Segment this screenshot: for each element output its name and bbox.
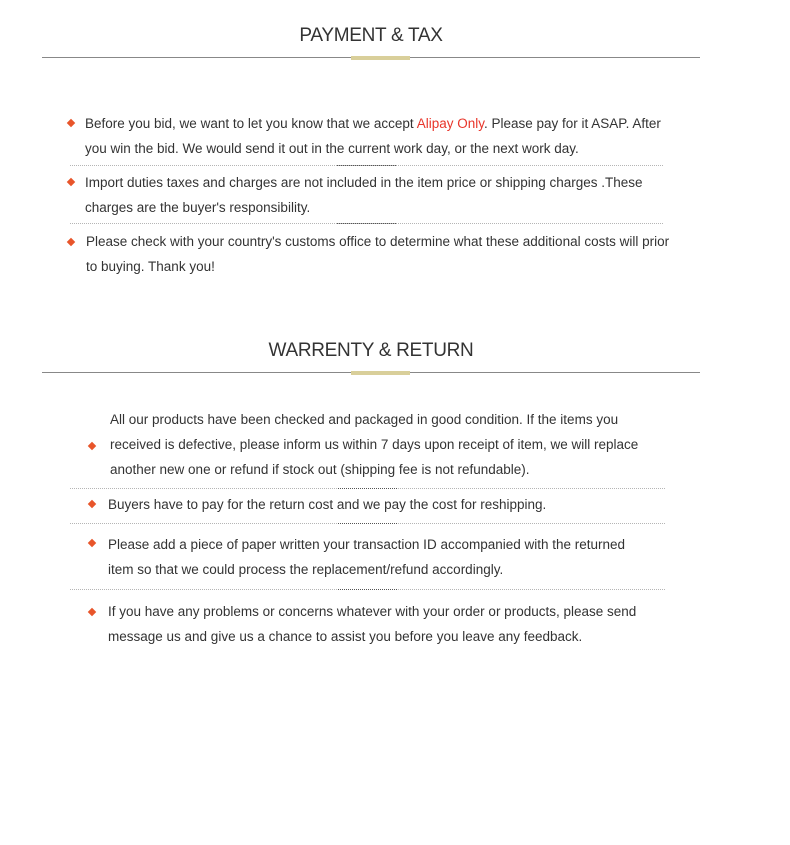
warranty-title-accent (351, 371, 410, 375)
payment-item-1 (85, 111, 675, 161)
warranty-item-4: If you have any problems or concerns whatever with your order or products, please send message us and give us a chance to assist you before you leave any feedback. (108, 604, 637, 644)
bullet-diamond-icon (67, 178, 75, 186)
warranty-divider (70, 488, 665, 489)
warranty-title: WARRENTY & RETURN (268, 340, 474, 361)
payment-item-1-text-after: . Please pay for it ASAP. After you win the bid. We would send it out in the current work day, or the next work day. (85, 116, 661, 156)
payment-item-3: Please check with your country's customs office to determine what these additional costs will prior to buying. Thank you! (86, 234, 670, 274)
payment-divider (70, 223, 663, 224)
warranty-item-2: Buyers have to pay for the return cost and we pay the cost for reshipping. (108, 497, 547, 512)
warranty-divider (70, 523, 665, 524)
payment-title: PAYMENT & TAX (299, 25, 443, 46)
warranty-divider (70, 589, 665, 590)
payment-divider (70, 165, 663, 166)
bullet-diamond-icon (67, 119, 75, 127)
payment-title-accent (351, 56, 410, 60)
payment-method-highlight: Alipay Only (416, 116, 484, 131)
bullet-diamond-icon (88, 442, 96, 450)
bullet-diamond-icon (88, 500, 96, 508)
warranty-item-1: All our products have been checked and packaged in good condition. If the items you received is defective, please inform us within 7 days upon receipt of item, we will replace another new one or refund if stock out (shipping fee is not refundable). (110, 412, 639, 477)
bullet-diamond-icon (67, 238, 75, 246)
bullet-diamond-icon (88, 539, 96, 547)
payment-item-2: Import duties taxes and charges are not included in the item price or shipping charges .These charges are the buyer's responsibility. (85, 175, 643, 215)
bullet-diamond-icon (88, 608, 96, 616)
payment-item-1-text: Before you bid, we want to let you know that we accept (85, 116, 417, 131)
warranty-item-3: Please add a piece of paper written your transaction ID accompanied with the returned item so that we could process the replacement/refund accordingly. (108, 537, 626, 577)
